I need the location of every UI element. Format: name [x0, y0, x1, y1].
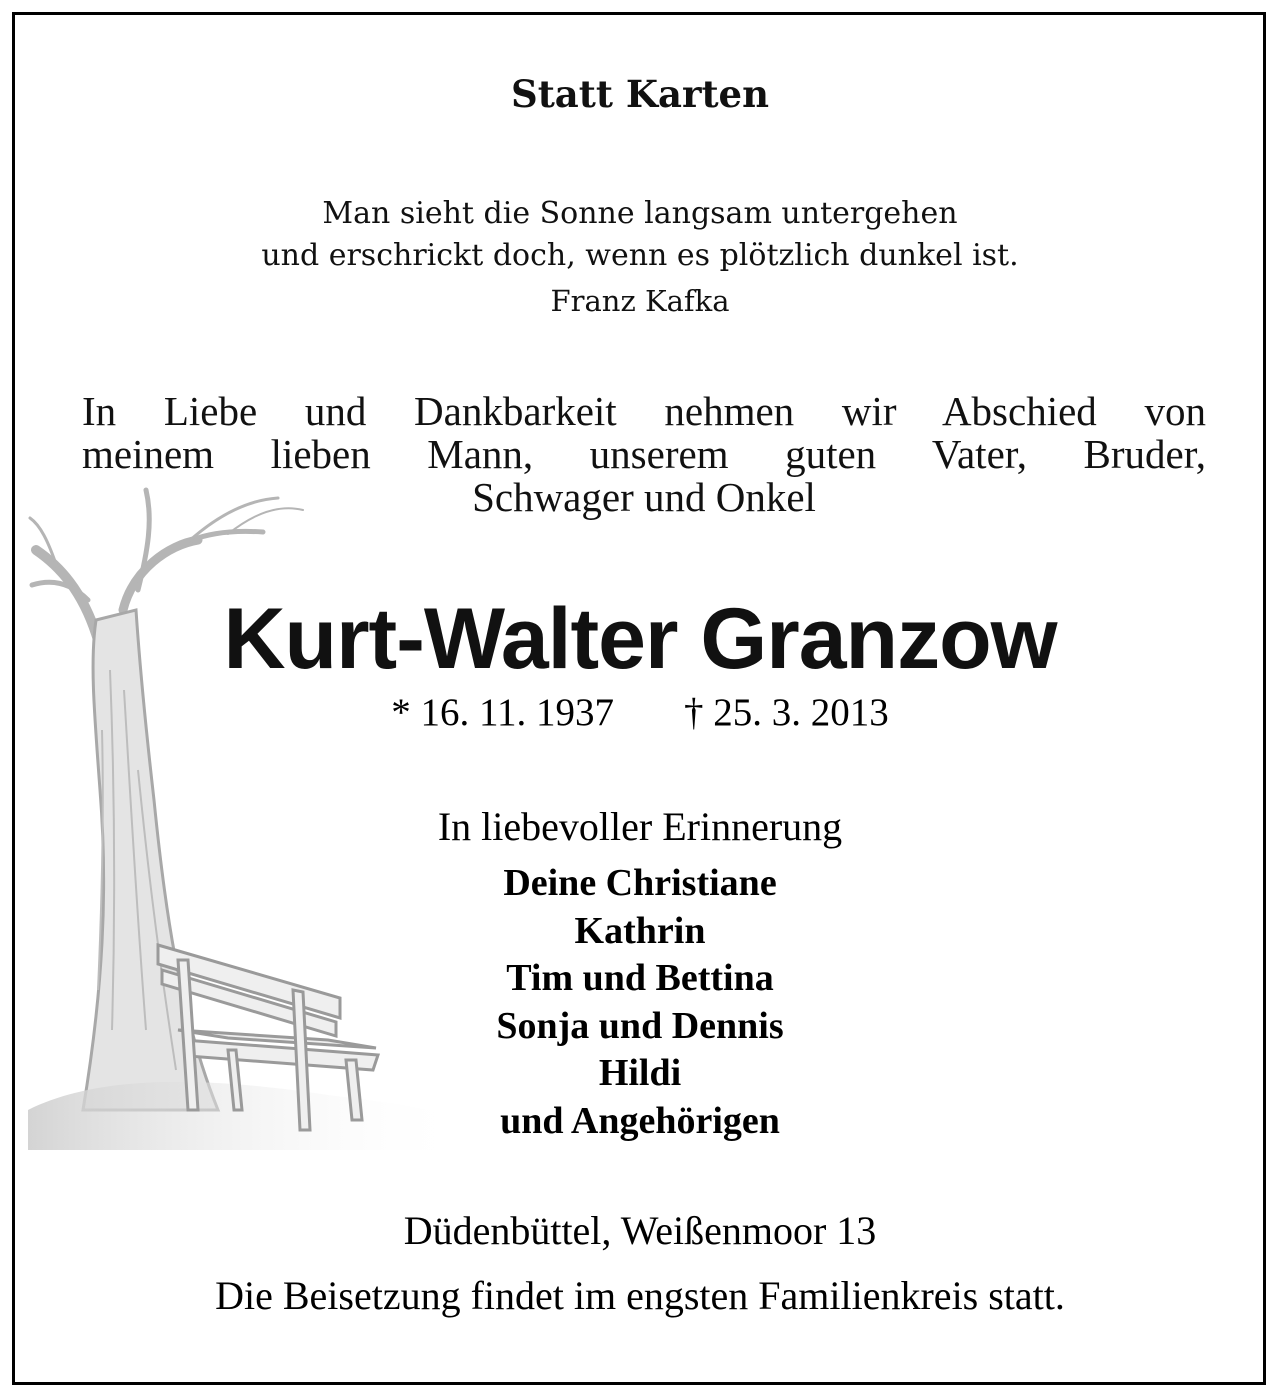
- death-date: † 25. 3. 2013: [684, 691, 889, 734]
- address: Düdenbüttel, Weißenmoor 13: [403, 1208, 877, 1253]
- funeral-notice: Die Beisetzung findet im engsten Familienkreis statt.: [215, 1273, 1065, 1318]
- mourner-name: Kathrin: [574, 909, 706, 952]
- farewell-line-1: In Liebe und Dankbarkeit nehmen wir Abschied von: [82, 388, 1206, 434]
- mourner-name: Sonja und Dennis: [496, 1004, 784, 1047]
- mourner-name: Tim und Bettina: [506, 957, 774, 999]
- farewell-line-2: meinem lieben Mann, unserem guten Vater, Bruder,: [82, 431, 1206, 477]
- header-title: Statt Karten: [510, 72, 769, 116]
- quote-line-2: und erschrickt doch, wenn es plötzlich dunkel ist.: [261, 238, 1019, 273]
- mourner-name: Deine Christiane: [503, 862, 777, 904]
- kafka-quote: [0, 193, 1280, 277]
- birth-date: * 16. 11. 1937: [391, 691, 615, 734]
- mourners-list: [0, 860, 1280, 1145]
- mourner-name: und Angehörigen: [500, 1099, 780, 1142]
- farewell-text: [82, 390, 1206, 519]
- mourner-name: Hildi: [598, 1052, 682, 1094]
- life-dates: [0, 690, 1280, 735]
- quote-author: Franz Kafka: [550, 284, 730, 318]
- quote-line-1: Man sieht die Sonne langsam untergehen: [322, 196, 958, 231]
- deceased-name: Kurt-Walter Granzow: [223, 591, 1057, 687]
- farewell-line-3: Schwager und Onkel: [472, 474, 816, 520]
- memory-intro: In liebevoller Erinnerung: [437, 804, 843, 849]
